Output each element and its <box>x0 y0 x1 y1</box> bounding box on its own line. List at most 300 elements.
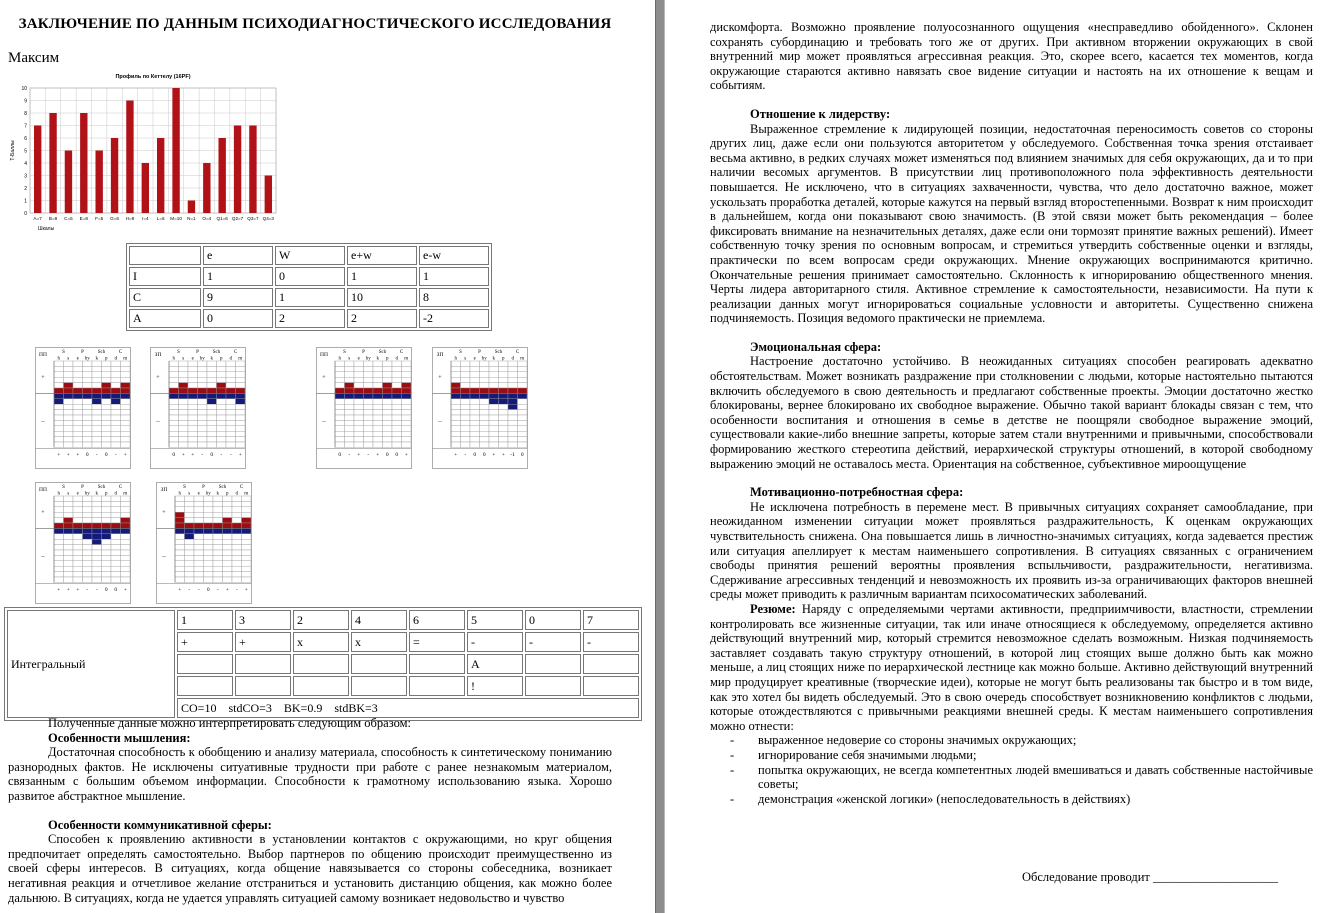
list-dash: - <box>730 791 735 806</box>
grid-cell <box>64 372 74 377</box>
grid-col-label: e <box>76 356 79 362</box>
profile-grid-chart <box>150 347 250 469</box>
grid-cell <box>102 501 112 506</box>
grid-cell <box>480 426 490 431</box>
grid-cell <box>373 366 383 371</box>
y-tick-label: 6 <box>24 136 27 142</box>
grid-cell <box>499 388 509 393</box>
grid-cell <box>373 431 383 436</box>
grid-cell <box>223 523 233 528</box>
grid-cell <box>169 383 179 388</box>
grid-cell <box>480 415 490 420</box>
grid-cell <box>451 431 461 436</box>
grid-group-label: Sch <box>378 350 387 355</box>
grid-cell <box>242 566 252 571</box>
grid-cell <box>83 528 93 533</box>
grid-cell <box>364 415 374 420</box>
grid-cell <box>232 518 242 523</box>
grid-sign: - <box>188 586 191 593</box>
grid-sign: 0 <box>206 586 210 593</box>
grid-cell <box>111 377 121 382</box>
grid-cell <box>451 399 461 404</box>
grid-cell <box>335 377 345 382</box>
grid-cell <box>73 545 83 550</box>
grid-cell <box>354 426 364 431</box>
grid-cell <box>213 561 223 566</box>
grid-cell <box>354 442 364 447</box>
grid-col-label: s <box>67 491 70 497</box>
grid-cell <box>354 437 364 442</box>
grid-col-label: m <box>238 356 243 362</box>
grid-cell <box>470 410 480 415</box>
grid-cell <box>345 383 355 388</box>
grid-cell <box>111 577 121 582</box>
grid-cell <box>461 431 471 436</box>
grid-cell <box>508 361 518 366</box>
grid-col-label: d <box>395 356 398 362</box>
integral-cell: 6 <box>409 610 465 630</box>
grid-cell <box>204 518 214 523</box>
grid-cell <box>83 420 93 425</box>
grid-cell <box>489 393 499 398</box>
grid-cell <box>169 393 179 398</box>
grid-sign: 0 <box>385 451 389 458</box>
grid-cell <box>188 437 198 442</box>
grid-cell <box>175 566 185 571</box>
y-tick-label: 9 <box>24 98 27 105</box>
grid-cell <box>217 437 227 442</box>
subject-name: Максим <box>8 50 60 66</box>
grid-cell <box>194 507 204 512</box>
grid-cell <box>175 534 185 539</box>
grid-cell <box>198 361 208 366</box>
grid-cell <box>185 539 195 544</box>
grid-cell <box>383 431 393 436</box>
grid-cell <box>121 512 131 517</box>
grid-cell <box>489 372 499 377</box>
grid-cell <box>83 410 93 415</box>
integral-cell <box>409 654 465 674</box>
bar <box>49 113 56 213</box>
grid-cell <box>204 496 214 501</box>
grid-cell <box>226 361 236 366</box>
grid-cell <box>207 437 217 442</box>
grid-cell <box>232 496 242 501</box>
grid-cell <box>213 518 223 523</box>
x-tick-label: N=1 <box>187 216 196 221</box>
grid-cell <box>175 507 185 512</box>
grid-cell <box>242 545 252 550</box>
grid-col-label: p <box>502 356 505 362</box>
grid-cell <box>207 410 217 415</box>
grid-cell <box>64 545 74 550</box>
grid-cell <box>232 507 242 512</box>
grid-cell <box>226 415 236 420</box>
grid-col-label: k <box>95 491 98 497</box>
grid-cell <box>461 426 471 431</box>
grid-cell <box>345 393 355 398</box>
grid-cell <box>373 393 383 398</box>
integral-cell <box>293 676 349 696</box>
grid-cell <box>92 501 102 506</box>
integral-cell <box>351 654 407 674</box>
table-cell: I <box>129 267 201 286</box>
grid-cell <box>470 420 480 425</box>
grid-cell <box>213 539 223 544</box>
grid-cell <box>64 388 74 393</box>
grid-minus-label: -- <box>156 418 160 425</box>
grid-cell <box>213 501 223 506</box>
table-cell: e <box>203 246 273 265</box>
x-tick-label: Q2=7 <box>231 216 244 221</box>
grid-cell <box>73 404 83 409</box>
grid-cell <box>111 393 121 398</box>
grid-group-label: P <box>362 350 365 355</box>
grid-sign: + <box>454 451 458 458</box>
grid-cell <box>175 555 185 560</box>
grid-cell <box>226 388 236 393</box>
grid-cell <box>179 442 189 447</box>
grid-cell <box>508 426 518 431</box>
grid-cell <box>111 523 121 528</box>
grid-cell <box>345 426 355 431</box>
grid-plus-label: + <box>41 375 45 382</box>
grid-sign: - <box>114 451 117 458</box>
grid-cell <box>83 372 93 377</box>
grid-cell <box>64 534 74 539</box>
grid-cell <box>102 437 112 442</box>
x-tick-label: E=8 <box>79 216 88 221</box>
grid-label: ПП <box>39 352 47 358</box>
grid-cell <box>518 393 528 398</box>
grid-cell <box>207 431 217 436</box>
bar <box>265 176 272 214</box>
grid-cell <box>175 561 185 566</box>
grid-cell <box>185 566 195 571</box>
grid-cell <box>335 431 345 436</box>
grid-cell <box>92 566 102 571</box>
grid-cell <box>217 383 227 388</box>
integral-cell <box>409 676 465 696</box>
grid-cell <box>392 366 402 371</box>
grid-sign: - <box>95 586 98 593</box>
grid-group-label: Sch <box>97 485 106 490</box>
cattell-profile-chart <box>8 70 280 230</box>
grid-cell <box>345 437 355 442</box>
score-table <box>126 243 492 331</box>
comm-text-continued: дискомфорта. Возможно проявление полуосознанного ощущения «несправедливо обойденного». Склонен сохранять субординацию и требовать того же от других. При активном вторжении окружающих в свой внутренний мир может проявляться агрессивная реакция. Это, скорее всего, касается тех моментов, когда окружающие стараются активно навязать свое видение ситуации и настоять на их отношение к вещам и событиям. <box>710 20 1313 93</box>
grid-cell <box>335 426 345 431</box>
grid-cell <box>364 361 374 366</box>
grid-group-label: P <box>202 485 205 490</box>
grid-cell <box>179 404 189 409</box>
grid-cell <box>470 437 480 442</box>
grid-cell <box>169 442 179 447</box>
grid-sign: + <box>76 451 80 458</box>
grid-cell <box>169 431 179 436</box>
grid-cell <box>373 404 383 409</box>
grid-cell <box>242 496 252 501</box>
integral-cell: 2 <box>293 610 349 630</box>
grid-cell <box>335 361 345 366</box>
y-tick-label: 10 <box>21 86 27 92</box>
grid-cell <box>207 420 217 425</box>
grid-cell <box>499 393 509 398</box>
grid-cell <box>489 377 499 382</box>
grid-cell <box>518 383 528 388</box>
resume-label: Резюме: <box>750 601 796 616</box>
grid-cell <box>169 437 179 442</box>
grid-cell <box>207 415 217 420</box>
grid-cell <box>236 393 246 398</box>
grid-cell <box>54 512 64 517</box>
grid-cell <box>111 561 121 566</box>
grid-cell <box>188 404 198 409</box>
y-tick-label: 5 <box>24 148 27 155</box>
grid-cell <box>185 523 195 528</box>
grid-cell <box>64 550 74 555</box>
grid-cell <box>499 399 509 404</box>
grid-group-label: C <box>233 350 238 355</box>
grid-cell <box>102 426 112 431</box>
grid-cell <box>451 383 461 388</box>
grid-cell <box>207 393 217 398</box>
grid-cell <box>402 393 412 398</box>
grid-col-label: hy <box>481 356 487 362</box>
grid-cell <box>64 577 74 582</box>
grid-cell <box>54 566 64 571</box>
grid-cell <box>508 410 518 415</box>
grid-cell <box>223 577 233 582</box>
grid-col-label: k <box>492 356 495 362</box>
grid-sign: + <box>123 451 127 458</box>
grid-cell <box>207 383 217 388</box>
grid-cell <box>121 523 131 528</box>
grid-cell <box>499 366 509 371</box>
grid-cell <box>83 399 93 404</box>
grid-cell <box>54 383 64 388</box>
grid-cell <box>364 442 374 447</box>
grid-cell <box>111 545 121 550</box>
grid-cell <box>470 415 480 420</box>
grid-cell <box>207 388 217 393</box>
grid-cell <box>198 415 208 420</box>
grid-cell <box>185 545 195 550</box>
x-tick-label: Q1=6 <box>216 216 228 221</box>
grid-cell <box>73 426 83 431</box>
grid-cell <box>175 572 185 577</box>
x-tick-label: H=9 <box>125 216 135 221</box>
grid-cell <box>54 431 64 436</box>
leadership-text: Выраженное стремление к лидирующей позиции, недостаточная переносимость советов со стороны других лиц, даже если они пользуются авторитетом у обследуемого. Собственная точка зрения отстаивает весьма активно, в редких случаях может изменяться под влиянием значимых для себя окружающих, да и то при наличии весомых аргументов. В присутствии лиц противоположного пола эффективность деятельности повышается. Не исключено, что в ситуациях захваченности, чувства, что дело достаточно важное, может ускользать проработка деталей, которые кажутся на первый взгляд второстепенными. Возврат к ним происходит в дальнейшем, когда они показывают свою значимость. (В этой связи может быть рекомендация – более фиксировать внимание на незначительных деталях, даже если они тормозят принятие важных решений). Имеет собственную точку зрения по основным вопросам, и стремиться утвердить собственные оценки и взгляды, практически по всем вопросам среди окружающих. Мнение окружающих воспринимаются критично. Окончательные решения принимает самостоятельно. Склонность к игнорированию общественного мнения. Черты лидера авторитарного стиля. Активное стремление к самостоятельности, независимости. На пути к реализации данных могут игнорироваться социальные условности и авторитеты. Существенно снижена подчиняемость. Позиция ведомого практически не приемлема. <box>710 121 1313 326</box>
grid-cell <box>461 377 471 382</box>
grid-cell <box>179 426 189 431</box>
grid-sign: + <box>181 451 185 458</box>
grid-cell <box>121 496 131 501</box>
grid-cell <box>213 507 223 512</box>
grid-cell <box>111 420 121 425</box>
grid-cell <box>373 399 383 404</box>
grid-cell <box>83 577 93 582</box>
grid-cell <box>451 361 461 366</box>
grid-label: ЗП <box>154 352 162 358</box>
grid-cell <box>242 528 252 533</box>
grid-cell <box>508 393 518 398</box>
grid-cell <box>188 366 198 371</box>
grid-cell <box>179 420 189 425</box>
grid-cell <box>92 393 102 398</box>
grid-cell <box>226 404 236 409</box>
grid-cell <box>111 388 121 393</box>
motivation-heading: Мотивационно-потребностная сфера: <box>750 485 964 500</box>
grid-cell <box>364 431 374 436</box>
grid-cell <box>461 415 471 420</box>
grid-cell <box>518 404 528 409</box>
grid-cell <box>345 442 355 447</box>
y-tick-label: 0 <box>24 211 27 217</box>
grid-cell <box>102 566 112 571</box>
grid-cell <box>54 410 64 415</box>
grid-col-label: e <box>473 356 476 362</box>
grid-col-label: m <box>404 356 409 362</box>
grid-cell <box>373 410 383 415</box>
grid-cell <box>217 366 227 371</box>
grid-cell <box>169 377 179 382</box>
grid-cell <box>392 404 402 409</box>
grid-group-label: Sch <box>212 350 221 355</box>
grid-cell <box>54 550 64 555</box>
grid-cell <box>64 518 74 523</box>
grid-cell <box>236 377 246 382</box>
x-tick-label: L=6 <box>156 216 165 221</box>
grid-cell <box>226 426 236 431</box>
grid-sign: 0 <box>338 451 342 458</box>
grid-group-label: S <box>177 350 180 355</box>
grid-cell <box>383 426 393 431</box>
grid-cell <box>402 366 412 371</box>
grid-cell <box>92 528 102 533</box>
grid-cell <box>373 426 383 431</box>
y-tick-label: 2 <box>24 186 27 192</box>
grid-cell <box>236 420 246 425</box>
grid-cell <box>111 566 121 571</box>
grid-sign: + <box>501 451 505 458</box>
grid-cell <box>121 415 131 420</box>
grid-cell <box>83 496 93 501</box>
grid-cell <box>92 366 102 371</box>
grid-cell <box>64 501 74 506</box>
grid-cell <box>92 442 102 447</box>
grid-cell <box>83 507 93 512</box>
table-cell: e+w <box>347 246 417 265</box>
grid-cell <box>480 388 490 393</box>
grid-cell <box>54 507 64 512</box>
grid-col-label: m <box>244 491 249 497</box>
grid-cell <box>461 410 471 415</box>
grid-cell <box>204 550 214 555</box>
grid-label: ЗП <box>436 352 444 358</box>
grid-cell <box>499 415 509 420</box>
grid-cell <box>169 420 179 425</box>
grid-cell <box>73 437 83 442</box>
grid-cell <box>226 399 236 404</box>
grid-cell <box>489 366 499 371</box>
profile-grid-chart <box>156 482 256 604</box>
grid-cell <box>64 566 74 571</box>
emotional-text: Настроение достаточно устойчиво. В неожиданных ситуациях способен реагировать адекватно обстоятельствам. Может возникать раздражение при столкновении с людьми, которые настоятельно пытаются включить обследуемого в свою деятельность и предлагают собственные проекты. Эмоции достаточно жестко блокированы, вернее блокировано их свободное выражение. Обычно такой вариант блокады связан с тем, что особенности воспитания и отношения в семье в детстве не поощряли свободное выражение эмоций, существовали какие-либо внешние запреты, которые затем стали внутренними и привычными, способствовали формированию жесткого стереотипа действий, иерархической структуры отношений, в которой свободному выражению эмоций не оставалось места. Ориентация на собственное, субъективное мироощущение <box>710 354 1313 471</box>
grid-cell <box>194 550 204 555</box>
integral-cell: + <box>177 632 233 652</box>
integral-cell: A <box>467 654 523 674</box>
grid-sign: + <box>57 586 61 593</box>
grid-cell <box>175 577 185 582</box>
grid-cell <box>213 496 223 501</box>
grid-cell <box>54 372 64 377</box>
grid-col-label: k <box>216 491 219 497</box>
grid-cell <box>480 431 490 436</box>
grid-cell <box>392 399 402 404</box>
grid-sign: + <box>376 451 380 458</box>
grid-cell <box>364 366 374 371</box>
grid-cell <box>83 501 93 506</box>
grid-cell <box>73 528 83 533</box>
grid-cell <box>499 437 509 442</box>
grid-cell <box>335 442 345 447</box>
grid-cell <box>470 404 480 409</box>
grid-cell <box>383 393 393 398</box>
grid-cell <box>236 437 246 442</box>
grid-col-label: m <box>123 491 128 497</box>
grid-cell <box>198 437 208 442</box>
grid-cell <box>232 561 242 566</box>
grid-cell <box>392 420 402 425</box>
grid-cell <box>54 404 64 409</box>
grid-col-label: p <box>105 356 108 362</box>
grid-cell <box>223 512 233 517</box>
grid-cell <box>121 388 131 393</box>
grid-cell <box>102 507 112 512</box>
grid-cell <box>73 431 83 436</box>
grid-cell <box>354 388 364 393</box>
grid-cell <box>175 501 185 506</box>
grid-cell <box>198 399 208 404</box>
bar <box>234 126 241 214</box>
grid-sign: - <box>197 586 200 593</box>
grid-cell <box>92 545 102 550</box>
grid-cell <box>223 528 233 533</box>
grid-cell <box>102 399 112 404</box>
grid-col-label: p <box>220 356 223 362</box>
grid-cell <box>345 399 355 404</box>
weak-points-list <box>710 733 1313 806</box>
integral-cell: 4 <box>351 610 407 630</box>
integral-cell: 1 <box>177 610 233 630</box>
profile-grid-chart <box>432 347 532 469</box>
grid-cell <box>392 410 402 415</box>
grid-sign: + <box>357 451 361 458</box>
grid-cell <box>121 528 131 533</box>
document-page-left <box>0 0 655 913</box>
integral-cell: 3 <box>235 610 291 630</box>
grid-cell <box>207 426 217 431</box>
grid-cell <box>383 377 393 382</box>
grid-cell <box>207 399 217 404</box>
grid-cell <box>217 399 227 404</box>
grid-cell <box>121 437 131 442</box>
grid-cell <box>518 426 528 431</box>
grid-cell <box>207 442 217 447</box>
grid-cell <box>499 431 509 436</box>
